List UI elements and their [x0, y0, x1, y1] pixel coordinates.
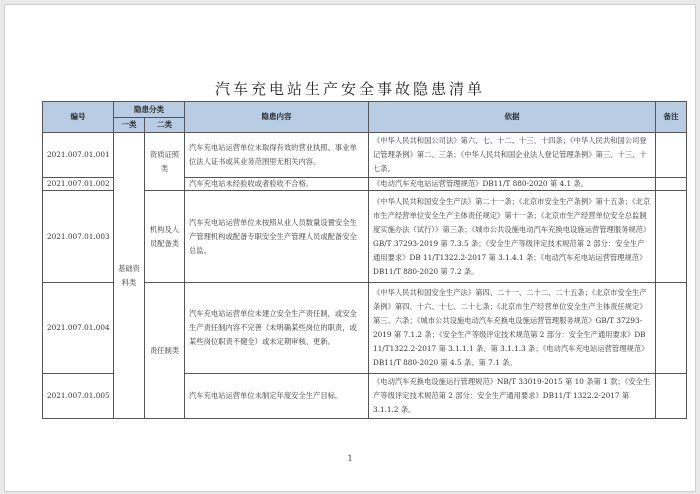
row-id: 2021.007.01.004 — [43, 283, 114, 374]
row-basis: 《电动汽车充电站运营管理规范》DB11/T 880-2020 第 4.1 条。 — [369, 178, 656, 191]
row-remark — [656, 283, 687, 374]
row-content: 汽车充电站运营单位未制定年度安全生产目标。 — [185, 374, 369, 419]
cat2-cell: 机构及人员配备类 — [145, 191, 185, 283]
row-basis: 《电动汽车充换电设施运行管理规范》NB/T 33019-2015 第 10 条第 1 款；《安全生产等级评定技术规范第 2 部分：安全生产通用要求》DB11/T 1322.2-2017 第 3.1.1.2 条。 — [369, 374, 656, 419]
row-remark — [656, 191, 687, 283]
header-category: 隐患分类 — [114, 102, 185, 118]
header-remark: 备注 — [656, 102, 687, 133]
row-basis: 《中华人民共和国公司法》第六、七、十二、十三、十四条；《中华人民共和国公司登记管理条例》第二、三条；《中华人民共和国企业法人登记管理条例》第三、十三、十七条。 — [369, 133, 656, 178]
header-cat2: 二类 — [145, 118, 185, 133]
hazard-table — [42, 101, 687, 419]
header-content: 隐患内容 — [185, 102, 369, 133]
cat1-cell: 基础资料类 — [114, 133, 145, 419]
row-id: 2021.007.01.005 — [43, 374, 114, 419]
cat2-cell: 责任制类 — [145, 283, 185, 419]
row-basis: 《中华人民共和国安全生产法》第二十一条；《北京市安全生产条例》第十五条；《北京市生产经营单位安全生产主体责任规定》第十一条；《北京市生产经营单位安全总监制度实施办法（试行）》第三条；《城市公共设施电动汽车充换电设施运营管理服务规范》GB/T 37293-2019 第 7.3.5 条；《安全生产等级评定技术规范第 2 部分：安全生产通用要求》DB 11/T1322.2-2017 第 3.1.4.1 条；《电动汽车充电站运营管理规范》DB11/T 880-2020 第 7.2 条。 — [369, 191, 656, 283]
row-remark — [656, 374, 687, 419]
page-title: 汽车充电站生产安全事故隐患清单 — [214, 80, 485, 98]
row-id: 2021.007.01.002 — [43, 178, 114, 191]
page-number: 1 — [347, 454, 353, 463]
row-content: 汽车充电站运营单位未建立安全生产责任制，或安全生产责任制内容不完善（未明确某些岗位的职责，或某些岗位职责不健全）或未定期审核、更新。 — [185, 283, 369, 374]
row-id: 2021.007.01.001 — [43, 133, 114, 178]
row-content: 汽车充电站运营单位未取得有效的营业执照、事业单位法人证书或其业务范围里无相关内容。 — [185, 133, 369, 178]
header-row — [43, 102, 687, 118]
row-remark — [656, 133, 687, 178]
header-id: 编号 — [43, 102, 114, 133]
cat2-cell: 资质证照类 — [145, 133, 185, 191]
table-row — [43, 133, 687, 178]
header-cat1: 一类 — [114, 118, 145, 133]
row-id: 2021.007.01.003 — [43, 191, 114, 283]
row-content: 汽车充电站未经验收或者验收不合格。 — [185, 178, 369, 191]
header-basis: 依据 — [369, 102, 656, 133]
row-basis: 《中华人民共和国安全生产法》第四、二十一、二十二、二十五条；《北京市安全生产条例》第四、十六、十七、二十七条；《北京市生产经营单位安全生产主体责任规定》第三、六条；《城市公共设施电动汽车充换电设施运营管理服务规范》GB/T 37293-2019 第 7.1.2 条；《安全生产等级评定技术规范第 2 部分：安全生产通用要求》DB 11/T1322.2-2017 第 3.1.1.1 条、第 3.1.1.3 条；《电动汽车充电站运营管理规范》DB11/T 880-2020 第 4.5 条、第 7.1 条。 — [369, 283, 656, 374]
row-remark — [656, 178, 687, 191]
row-content: 汽车充电站运营单位未按照从业人员数量设置安全生产管理机构或配备专职安全生产管理人员或配备安全总监。 — [185, 191, 369, 283]
